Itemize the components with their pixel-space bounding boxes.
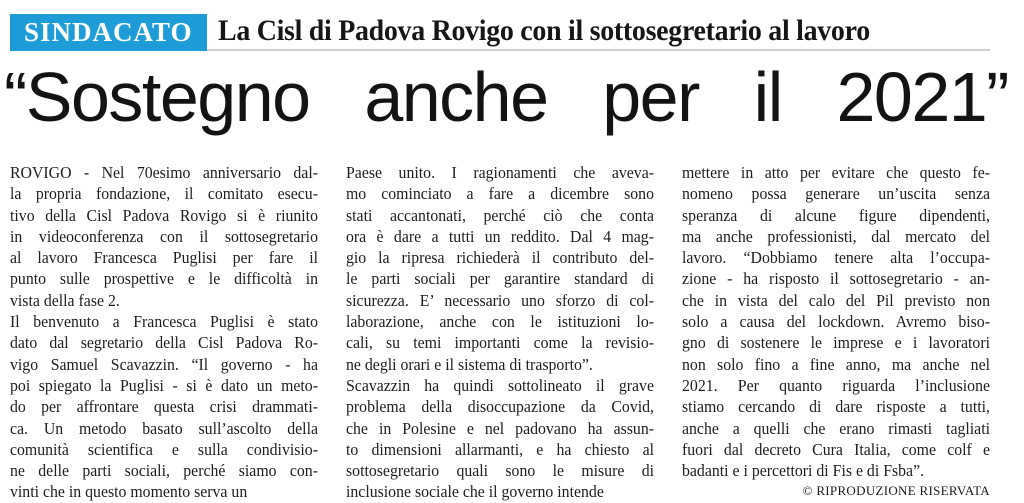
article-line: solo a causa del lockdown. Avremo biso- xyxy=(682,312,990,332)
column-1-wrap xyxy=(10,162,318,503)
section-label: SINDACATO xyxy=(10,14,207,51)
article-line: Scavazzin ha quindi sottolineato il grave xyxy=(346,375,654,395)
article-line: le parti sociali per garantire standard di xyxy=(346,269,654,289)
article-line: poi spiegato la Puglisi - si è dato un meto- xyxy=(10,375,318,395)
article-line: 2021. Per quanto riguarda l’inclusione xyxy=(682,375,990,395)
article-line: speranza di alcune figure dipendenti, xyxy=(682,205,990,225)
column-2-wrap xyxy=(346,162,654,503)
kicker-rule xyxy=(207,12,990,51)
article-line: do per affrontare questa crisi drammati- xyxy=(10,397,318,417)
article-line: mettere in atto per evitare che questo fe- xyxy=(682,163,990,182)
kicker-title: La Cisl di Padova Rovigo con il sottosegretario al lavoro xyxy=(217,13,870,47)
article-line: problema della disoccupazione da Covid, xyxy=(346,397,654,417)
article-line: Paese unito. I ragionamenti che aveva- xyxy=(346,163,654,182)
article-line: ne delle parti sociali, perché siamo con- xyxy=(10,461,318,481)
article-line: zione - ha risposto il sottosegretario - an- xyxy=(682,269,990,289)
article-line: ora è dare a tutti un reddito. Dal 4 mag- xyxy=(346,226,654,246)
article-line: vinti che in questo momento serva un xyxy=(10,482,248,502)
article-line: ne degli orari e il sistema di trasporto”. xyxy=(346,354,593,374)
article-line: stati accantonati, perché ciò che conta xyxy=(346,205,654,225)
article-line: inclusione sociale che il governo intende xyxy=(346,482,604,502)
article-line: gno di sostenere le imprese e i lavoratori xyxy=(682,333,990,353)
copyright-signoff: © RIPRODUZIONE RISERVATA xyxy=(802,483,990,498)
article-line: stiamo cercando di dare risposte a tutti, xyxy=(682,397,990,417)
kicker-row xyxy=(10,14,990,51)
article-line: vigo Samuel Scavazzin. “Il governo - ha xyxy=(10,354,318,374)
article-line: mo cominciato a fare a dicembre sono xyxy=(346,184,654,204)
article-line: ROVIGO - Nel 70esimo anniversario dal- xyxy=(10,163,318,182)
article-line: laborazione, anche con le istituzioni lo- xyxy=(346,312,654,332)
article-line: che in vista del calo del Pil previsto non xyxy=(682,290,990,310)
article-line: vista della fase 2. xyxy=(10,290,120,310)
article-line: fuori dal decreto Cura Italia, come colf e xyxy=(682,439,990,459)
article-line: ma anche professionisti, dal mercato del xyxy=(682,226,990,246)
article-line: la propria fondazione, il comitato esecu- xyxy=(10,184,318,204)
article-headline: “Sostegno anche per il 2021” xyxy=(4,58,1008,136)
article-line: comunità scientifica e sulla condivisio- xyxy=(10,439,318,459)
article-line: gio la ripresa richiederà il contributo del- xyxy=(346,248,654,268)
article-line: anche a quelli che erano rimasti tagliati xyxy=(682,418,990,438)
article-line: sicurezza. E’ necessario uno sforzo di col- xyxy=(346,290,654,310)
article-line: non solo fino a fine anno, ma anche nel xyxy=(682,354,990,374)
article-line: punto sulle prospettive e le difficoltà in xyxy=(10,269,318,289)
article-line: che in Polesine e nel padovano ha assun- xyxy=(346,418,654,438)
article-body xyxy=(10,162,990,503)
article-column xyxy=(346,162,654,503)
article-line: sottosegretario quali sono le misure di xyxy=(346,461,654,481)
article-line: lavoro. “Dobbiamo tenere alta l’occupa- xyxy=(682,248,990,268)
article-line: ca. Un metodo basato sull’ascolto della xyxy=(10,418,318,438)
article-line: dato dal segretario della Cisl Padova Ro- xyxy=(10,333,318,353)
article-line: cali, su temi importanti come la revisio- xyxy=(346,333,654,353)
column-3-wrap xyxy=(682,162,990,503)
article-line: Il benvenuto a Francesca Puglisi è stato xyxy=(10,312,318,332)
article-line: tivo della Cisl Padova Rovigo si è riunito xyxy=(10,205,318,225)
article-line: al lavoro Francesca Puglisi per fare il xyxy=(10,248,318,268)
article-column xyxy=(10,162,318,503)
article-line: in videoconferenza con il sottosegretario xyxy=(10,226,318,246)
article-column xyxy=(682,162,990,481)
article-line: nomeno possa generare un’uscita senza xyxy=(682,184,990,204)
article-line: badanti e i percettori di Fis e di Fsba”. xyxy=(682,461,925,481)
article-line: to dimensioni allarmanti, e ha chiesto al xyxy=(346,439,654,459)
